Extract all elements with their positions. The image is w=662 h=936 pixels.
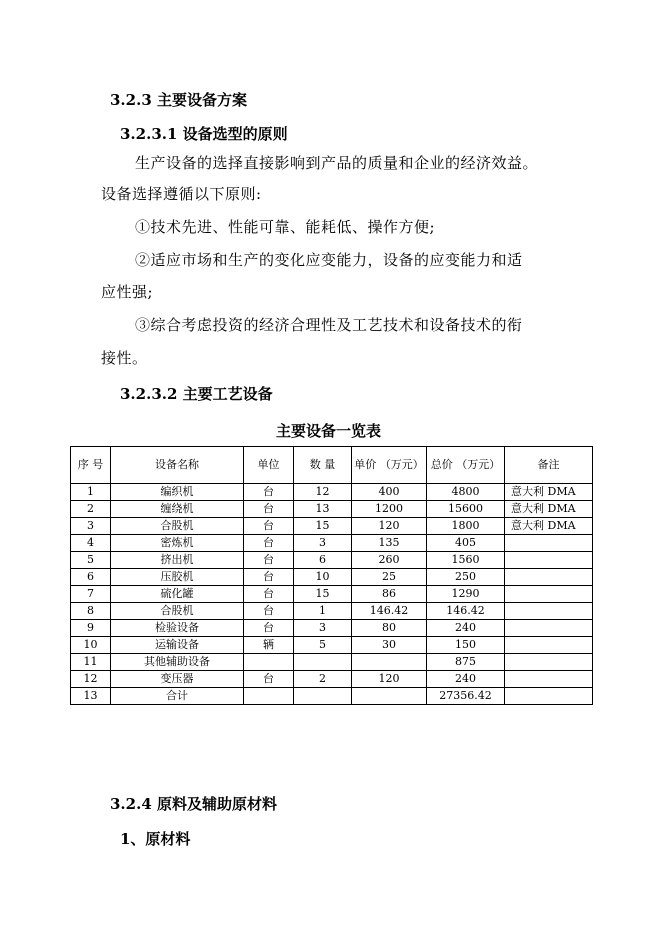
table-caption: 主要设备一览表 bbox=[276, 422, 382, 440]
cell-total-price: 15600 bbox=[427, 501, 505, 518]
header-unit: 单位 bbox=[244, 447, 294, 484]
cell-qty: 3 bbox=[294, 620, 352, 637]
header-no: 序 号 bbox=[71, 447, 111, 484]
paragraph-line: 设备选择遵循以下原则: bbox=[101, 185, 262, 203]
cell-total-price: 240 bbox=[427, 620, 505, 637]
table-row bbox=[71, 620, 593, 637]
cell-unit: 台 bbox=[244, 603, 294, 620]
cell-no: 2 bbox=[71, 501, 111, 518]
cell-qty: 3 bbox=[294, 535, 352, 552]
header-unit-price: 单价 （万元） bbox=[352, 447, 427, 484]
cell-name: 变压器 bbox=[111, 671, 244, 688]
cell-total-price: 240 bbox=[427, 671, 505, 688]
header-note: 备注 bbox=[505, 447, 593, 484]
cell-name: 运输设备 bbox=[111, 637, 244, 654]
cell-name: 合股机 bbox=[111, 603, 244, 620]
cell-unit: 台 bbox=[244, 518, 294, 535]
table-row bbox=[71, 586, 593, 603]
cell-name: 硫化罐 bbox=[111, 586, 244, 603]
cell-no: 4 bbox=[71, 535, 111, 552]
cell-no: 1 bbox=[71, 484, 111, 501]
cell-unit: 台 bbox=[244, 569, 294, 586]
cell-note bbox=[505, 654, 593, 671]
cell-unit: 台 bbox=[244, 586, 294, 603]
header-qty: 数 量 bbox=[294, 447, 352, 484]
cell-qty: 10 bbox=[294, 569, 352, 586]
cell-total-price: 27356.42 bbox=[427, 688, 505, 705]
cell-total-price: 146.42 bbox=[427, 603, 505, 620]
cell-name: 缠绕机 bbox=[111, 501, 244, 518]
cell-name: 压胶机 bbox=[111, 569, 244, 586]
cell-unit-price: 80 bbox=[352, 620, 427, 637]
cell-no: 12 bbox=[71, 671, 111, 688]
cell-unit-price bbox=[352, 654, 427, 671]
cell-unit-price: 400 bbox=[352, 484, 427, 501]
cell-unit-price: 135 bbox=[352, 535, 427, 552]
cell-unit-price: 1200 bbox=[352, 501, 427, 518]
cell-note bbox=[505, 586, 593, 603]
subsection-heading-3-2-3-2: 3.2.3.2 主要工艺设备 bbox=[120, 385, 273, 403]
principle-2-cont: 应性强; bbox=[101, 283, 154, 301]
cell-note bbox=[505, 637, 593, 654]
cell-unit: 台 bbox=[244, 501, 294, 518]
cell-unit-price: 86 bbox=[352, 586, 427, 603]
table-row bbox=[71, 569, 593, 586]
cell-unit-price: 30 bbox=[352, 637, 427, 654]
cell-unit-price: 260 bbox=[352, 552, 427, 569]
cell-total-price: 4800 bbox=[427, 484, 505, 501]
cell-qty: 15 bbox=[294, 518, 352, 535]
cell-qty: 12 bbox=[294, 484, 352, 501]
table-row bbox=[71, 654, 593, 671]
cell-name: 密炼机 bbox=[111, 535, 244, 552]
principle-1: ①技术先进、性能可靠、能耗低、操作方便; bbox=[135, 218, 436, 236]
cell-note bbox=[505, 603, 593, 620]
cell-no: 8 bbox=[71, 603, 111, 620]
subsection-heading-raw-materials: 1、原材料 bbox=[120, 830, 191, 848]
cell-unit: 台 bbox=[244, 535, 294, 552]
cell-unit bbox=[244, 654, 294, 671]
table-header-row bbox=[71, 447, 593, 484]
cell-note: 意大利 DMA bbox=[505, 518, 593, 535]
cell-no: 5 bbox=[71, 552, 111, 569]
table-row bbox=[71, 637, 593, 654]
cell-total-price: 1560 bbox=[427, 552, 505, 569]
cell-unit: 辆 bbox=[244, 637, 294, 654]
equipment-table bbox=[70, 446, 593, 705]
cell-qty: 1 bbox=[294, 603, 352, 620]
cell-qty: 13 bbox=[294, 501, 352, 518]
cell-unit-price bbox=[352, 688, 427, 705]
table-row bbox=[71, 671, 593, 688]
principle-3-cont: 接性。 bbox=[101, 349, 148, 367]
cell-note: 意大利 DMA bbox=[505, 484, 593, 501]
subsection-heading-3-2-3-1: 3.2.3.1 设备选型的原则 bbox=[120, 125, 288, 143]
cell-qty: 6 bbox=[294, 552, 352, 569]
cell-no: 9 bbox=[71, 620, 111, 637]
cell-qty bbox=[294, 688, 352, 705]
table-row bbox=[71, 603, 593, 620]
cell-note: 意大利 DMA bbox=[505, 501, 593, 518]
cell-name: 合股机 bbox=[111, 518, 244, 535]
cell-note bbox=[505, 671, 593, 688]
table-row bbox=[71, 535, 593, 552]
cell-unit-price: 146.42 bbox=[352, 603, 427, 620]
table-row bbox=[71, 501, 593, 518]
cell-unit-price: 120 bbox=[352, 518, 427, 535]
cell-name: 检验设备 bbox=[111, 620, 244, 637]
cell-note bbox=[505, 620, 593, 637]
principle-2: ②适应市场和生产的变化应变能力，设备的应变能力和适 bbox=[135, 251, 523, 269]
cell-unit: 台 bbox=[244, 671, 294, 688]
principle-3: ③综合考虑投资的经济合理性及工艺技术和设备技术的衔 bbox=[135, 316, 523, 334]
header-name: 设备名称 bbox=[111, 447, 244, 484]
cell-unit-price: 120 bbox=[352, 671, 427, 688]
cell-total-price: 405 bbox=[427, 535, 505, 552]
cell-total-price: 875 bbox=[427, 654, 505, 671]
cell-note bbox=[505, 552, 593, 569]
section-heading-3-2-4: 3.2.4 原料及辅助原材料 bbox=[110, 795, 277, 813]
cell-no: 3 bbox=[71, 518, 111, 535]
cell-no: 6 bbox=[71, 569, 111, 586]
cell-note bbox=[505, 535, 593, 552]
cell-unit: 台 bbox=[244, 484, 294, 501]
cell-name: 合计 bbox=[111, 688, 244, 705]
cell-name: 挤出机 bbox=[111, 552, 244, 569]
cell-qty: 5 bbox=[294, 637, 352, 654]
table-row bbox=[71, 552, 593, 569]
header-total-price: 总价 （万元） bbox=[427, 447, 505, 484]
table-row bbox=[71, 484, 593, 501]
cell-unit: 台 bbox=[244, 620, 294, 637]
cell-no: 13 bbox=[71, 688, 111, 705]
table-row bbox=[71, 688, 593, 705]
cell-no: 7 bbox=[71, 586, 111, 603]
cell-total-price: 1290 bbox=[427, 586, 505, 603]
cell-note bbox=[505, 688, 593, 705]
cell-name: 编织机 bbox=[111, 484, 244, 501]
cell-total-price: 250 bbox=[427, 569, 505, 586]
cell-no: 11 bbox=[71, 654, 111, 671]
cell-qty: 15 bbox=[294, 586, 352, 603]
cell-qty bbox=[294, 654, 352, 671]
cell-note bbox=[505, 569, 593, 586]
cell-unit bbox=[244, 688, 294, 705]
section-heading-3-2-3: 3.2.3 主要设备方案 bbox=[110, 91, 247, 109]
cell-total-price: 1800 bbox=[427, 518, 505, 535]
cell-unit-price: 25 bbox=[352, 569, 427, 586]
cell-name: 其他辅助设备 bbox=[111, 654, 244, 671]
paragraph-line: 生产设备的选择直接影响到产品的质量和企业的经济效益。 bbox=[135, 154, 539, 172]
table-row bbox=[71, 518, 593, 535]
cell-no: 10 bbox=[71, 637, 111, 654]
cell-total-price: 150 bbox=[427, 637, 505, 654]
cell-unit: 台 bbox=[244, 552, 294, 569]
cell-qty: 2 bbox=[294, 671, 352, 688]
